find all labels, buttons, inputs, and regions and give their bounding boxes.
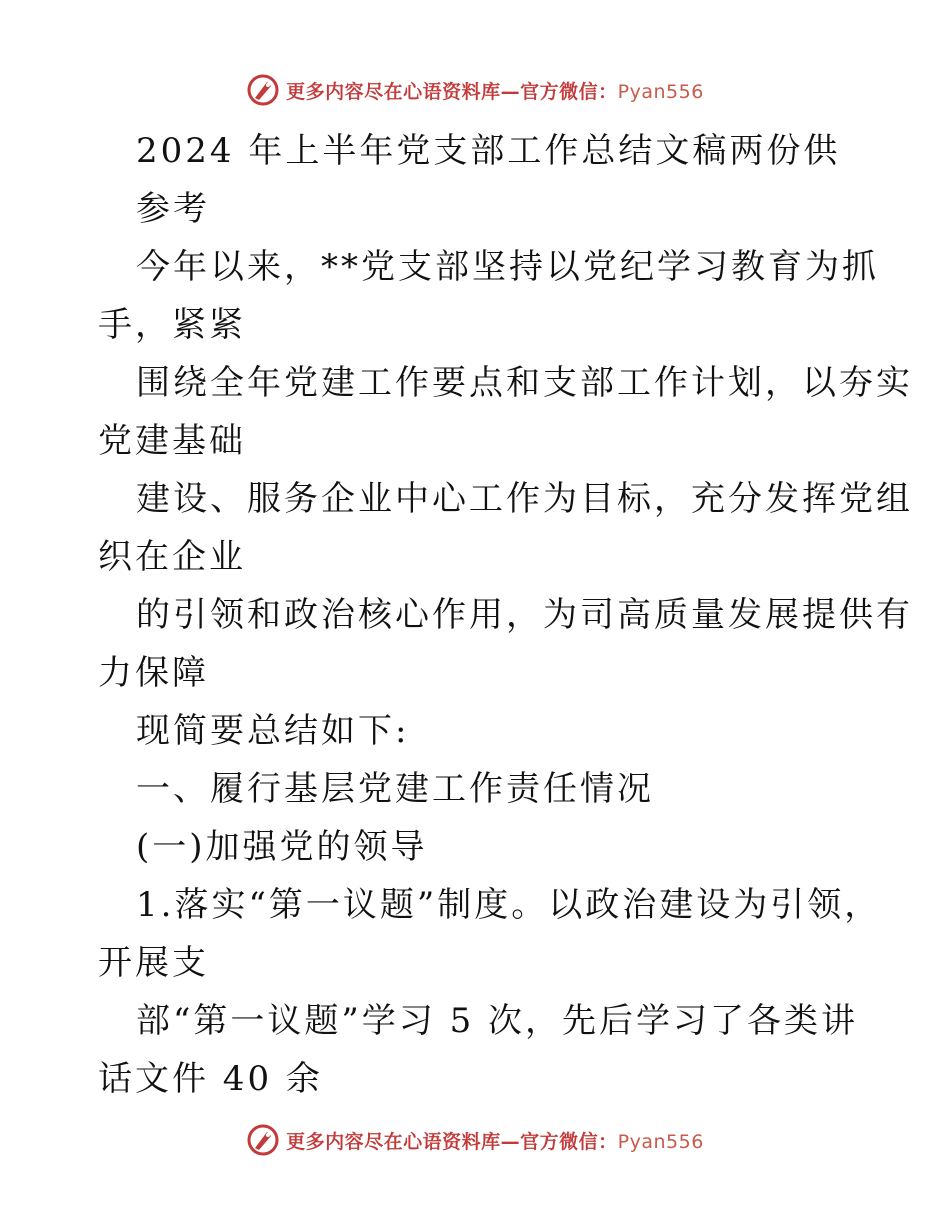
document-line: 手，紧紧	[98, 305, 246, 345]
document-line: 话文件 40 余	[98, 1059, 323, 1099]
document-line: 一、履行基层党建工作责任情况	[136, 769, 654, 809]
document-line: 部“第一议题”学习 5 次，先后学习了各类讲	[136, 1001, 859, 1041]
document-line: 力保障	[98, 653, 209, 693]
document-line: 2024 年上半年党支部工作总结文稿两份供	[136, 131, 841, 171]
document-line: 今年以来，**党支部坚持以党纪学习教育为抓	[136, 247, 879, 287]
watermark-contact: Pyan556	[617, 1130, 704, 1153]
document-line: 党建基础	[98, 421, 246, 461]
document-body	[98, 122, 913, 1108]
watermark-text: 更多内容尽在心语资料库—官方微信：Pyan556	[286, 80, 704, 103]
watermark-contact: Pyan556	[617, 80, 704, 103]
watermark-banner-bottom	[0, 1120, 950, 1160]
watermark-text: 更多内容尽在心语资料库—官方微信：Pyan556	[286, 1130, 704, 1153]
document-line: 参考	[136, 189, 210, 229]
document-line: 现简要总结如下:	[136, 711, 410, 751]
watermark-banner-top	[0, 70, 950, 110]
document-line: 开展支	[98, 943, 209, 983]
document-line: 建设、服务企业中心工作为目标，充分发挥党组	[136, 479, 913, 519]
document-line: 1.落实“第一议题”制度。以政治建设为引领，	[136, 885, 882, 925]
document-line: (一)加强党的领导	[136, 827, 428, 867]
document-line: 围绕全年党建工作要点和支部工作计划，以夯实	[136, 363, 913, 403]
pen-nib-logo-icon	[246, 1123, 280, 1157]
pen-nib-logo-icon	[246, 73, 280, 107]
document-line: 织在企业	[98, 537, 246, 577]
document-line: 的引领和政治核心作用，为司高质量发展提供有	[136, 595, 913, 635]
